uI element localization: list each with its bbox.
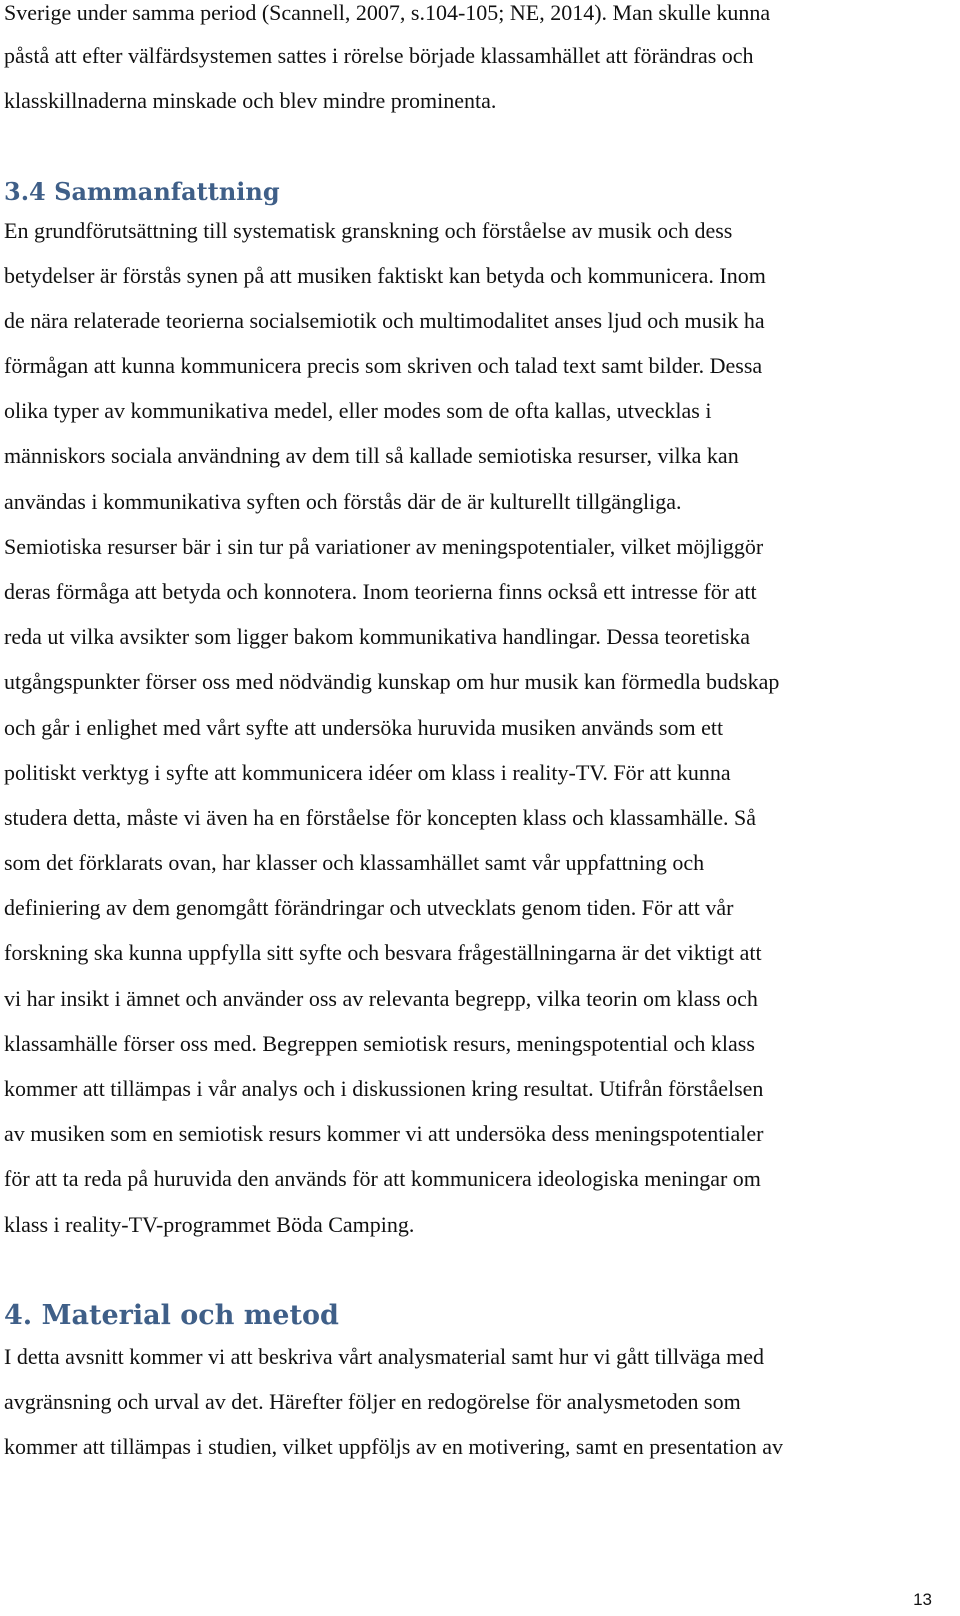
text-line: deras förmåga att betyda och konnotera. Inom teorierna finns också ett intresse för att [4,579,757,604]
text-line: kommer att tillämpas i vår analys och i diskussionen kring resultat. Utifrån förståelsen [4,1076,764,1101]
text-line: förmågan att kunna kommunicera precis som skriven och talad text samt bilder. Dessa [4,353,763,378]
text-line: avgränsning och urval av det. Härefter följer en redogörelse för analysmetoden som [4,1389,741,1414]
text-line: klassamhälle förser oss med. Begreppen semiotisk resurs, meningspotential och klass [4,1031,755,1056]
section-heading-4: 4. Material och metod [4,1300,339,1331]
text-line: för att ta reda på huruvida den används för att kommunicera ideologiska meningar om [4,1166,761,1191]
text-line: Semiotiska resurser bär i sin tur på variationer av meningspotentialer, vilket möjliggör [4,534,764,559]
text-line: studera detta, måste vi även ha en förståelse för koncepten klass och klassamhälle. Så [4,805,757,830]
text-line: kommer att tillämpas i studien, vilket uppföljs av en motivering, samt en presentation av [4,1434,784,1459]
section-heading-3-4: 3.4 Sammanfattning [4,177,280,206]
text-line: politiskt verktyg i syfte att kommunicera idéer om klass i reality-TV. För att kunna [4,760,731,785]
page-number: 13 [913,1590,932,1609]
text-line: Sverige under samma period (Scannell, 2007, s.104-105; NE, 2014). Man skulle kunna [4,0,771,25]
text-line: utgångspunkter förser oss med nödvändig kunskap om hur musik kan förmedla budskap [4,669,780,694]
text-line: definiering av dem genomgått förändringar och utvecklats genom tiden. För att vår [4,895,734,920]
text-line: En grundförutsättning till systematisk granskning och förståelse av musik och dess [4,218,733,243]
text-line: forskning ska kunna uppfylla sitt syfte och besvara frågeställningarna är det viktigt att [4,940,762,965]
text-line: användas i kommunikativa syften och förstås där de är kulturellt tillgängliga. [4,489,682,514]
text-line: olika typer av kommunikativa medel, eller modes som de ofta kallas, utvecklas i [4,398,712,423]
text-line: klass i reality-TV-programmet Böda Camping. [4,1212,415,1237]
text-line: betydelser är förstås synen på att musiken faktiskt kan betyda och kommunicera. Inom [4,263,766,288]
text-line: påstå att efter välfärdsystemen sattes i rörelse började klassamhället att förändras och [4,43,754,68]
text-line: klasskillnaderna minskade och blev mindre prominenta. [4,88,497,113]
text-line: som det förklarats ovan, har klasser och klassamhället samt vår uppfattning och [4,850,705,875]
text-line: de nära relaterade teorierna socialsemiotik och multimodalitet anses ljud och musik ha [4,308,765,333]
text-line: och går i enlighet med vårt syfte att undersöka huruvida musiken används som ett [4,715,724,740]
text-line: reda ut vilka avsikter som ligger bakom kommunikativa handlingar. Dessa teoretiska [4,624,750,649]
text-line: I detta avsnitt kommer vi att beskriva vårt analysmaterial samt hur vi gått tillväga med [4,1344,764,1369]
text-line: vi har insikt i ämnet och använder oss av relevanta begrepp, vilka teorin om klass och [4,986,758,1011]
text-line: människors sociala användning av dem till så kallade semiotiska resurser, vilka kan [4,443,739,468]
text-line: av musiken som en semiotisk resurs kommer vi att undersöka dess meningspotentialer [4,1121,764,1146]
